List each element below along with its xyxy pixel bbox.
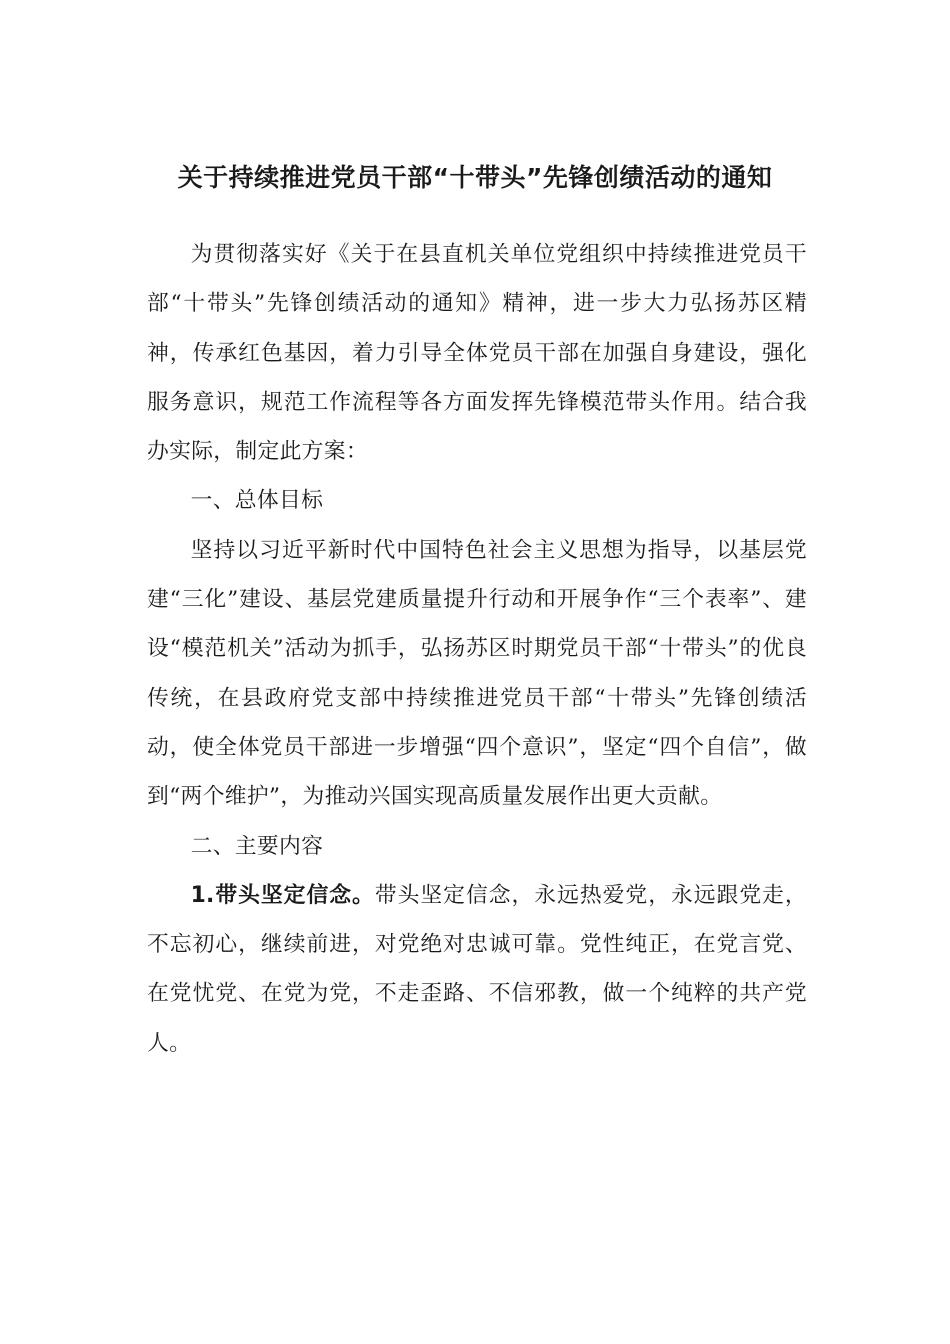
goals-paragraph: 坚持以习近平新时代中国特色社会主义思想为指导，以基层党建“三化”建设、基层党建质量提升行动和开展争作“三个表率”、建设“模范机关”活动为抓手，弘扬苏区时期党员干部“十带头”的优良传统，在县政府党支部中持续推进党员干部“十带头”先锋创绩活动，使全体党员干部进一步增强“四个意识”，坚定“四个自信”，做到“两个维护”，为推动兴国实现高质量发展作出更大贡献。 — [147, 537, 807, 810]
intro-paragraph: 为贯彻落实好《关于在县直机关单位党组织中持续推进党员干部“十带头”先锋创绩活动的通知》精神，进一步大力弘扬苏区精神，传承红色基因，着力引导全体党员干部在加强自身建设，强化服务意识，规范工作流程等各方面发挥先锋模范带头作用。结合我办实际，制定此方案： — [147, 242, 807, 465]
content-item-1 — [147, 871, 807, 1068]
section-heading-goals: 一、总体目标 — [190, 488, 324, 514]
section-heading-content: 二、主要内容 — [190, 833, 324, 859]
content-item-1-text: 带头坚定信念，永远热爱党，永远跟党走，不忘初心，继续前进，对党绝对忠诚可靠。党性纯正，在党言党、在党忧党、在党为党，不走歪路、不信邪教，做一个纯粹的共产党人。 — [147, 882, 807, 1056]
document-body — [147, 230, 807, 1068]
document-title: 关于持续推进党员干部“十带头”先锋创绩活动的通知 — [177, 163, 773, 192]
content-item-1-lead: 1.带头坚定信念。 — [190, 882, 375, 908]
